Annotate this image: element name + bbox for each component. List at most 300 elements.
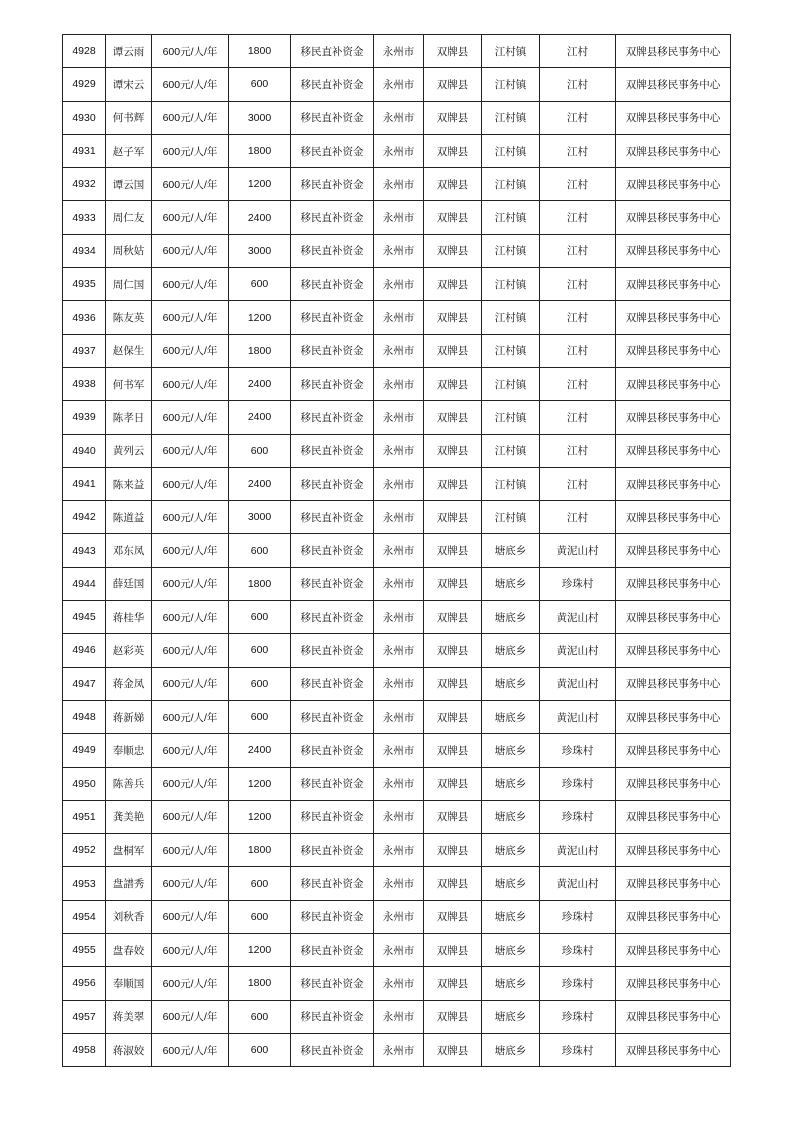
cell-village: 江村	[540, 367, 616, 400]
cell-fund-type: 移民直补资金	[291, 367, 374, 400]
table-row	[63, 834, 731, 867]
cell-agency: 双牌县移民事务中心	[616, 367, 731, 400]
cell-city: 永州市	[374, 567, 424, 600]
cell-village: 黄泥山村	[540, 867, 616, 900]
cell-name: 蒋新娣	[106, 700, 152, 733]
cell-name: 奉顺国	[106, 967, 152, 1000]
cell-town: 江村镇	[482, 268, 540, 301]
cell-county: 双牌县	[424, 334, 482, 367]
cell-county: 双牌县	[424, 734, 482, 767]
cell-agency: 双牌县移民事务中心	[616, 168, 731, 201]
cell-agency: 双牌县移民事务中心	[616, 800, 731, 833]
cell-amount: 3000	[229, 234, 291, 267]
cell-name: 蒋淑姣	[106, 1033, 152, 1066]
cell-id: 4931	[63, 134, 106, 167]
cell-county: 双牌县	[424, 900, 482, 933]
cell-fund-type: 移民直补资金	[291, 601, 374, 634]
cell-standard: 600元/人/年	[152, 268, 229, 301]
cell-id: 4950	[63, 767, 106, 800]
cell-fund-type: 移民直补资金	[291, 800, 374, 833]
table-row	[63, 501, 731, 534]
cell-town: 江村镇	[482, 68, 540, 101]
cell-city: 永州市	[374, 501, 424, 534]
cell-amount: 600	[229, 900, 291, 933]
table-row	[63, 1000, 731, 1033]
cell-name: 薛廷国	[106, 567, 152, 600]
cell-county: 双牌县	[424, 601, 482, 634]
cell-village: 黄泥山村	[540, 834, 616, 867]
cell-standard: 600元/人/年	[152, 700, 229, 733]
cell-id: 4954	[63, 900, 106, 933]
table-row	[63, 900, 731, 933]
cell-standard: 600元/人/年	[152, 967, 229, 1000]
cell-id: 4934	[63, 234, 106, 267]
cell-standard: 600元/人/年	[152, 101, 229, 134]
cell-agency: 双牌县移民事务中心	[616, 501, 731, 534]
cell-county: 双牌县	[424, 68, 482, 101]
cell-town: 江村镇	[482, 367, 540, 400]
table-row	[63, 301, 731, 334]
table-row	[63, 1033, 731, 1066]
cell-county: 双牌县	[424, 934, 482, 967]
table-row	[63, 467, 731, 500]
cell-town: 江村镇	[482, 467, 540, 500]
cell-agency: 双牌县移民事务中心	[616, 467, 731, 500]
cell-amount: 1200	[229, 934, 291, 967]
cell-village: 黄泥山村	[540, 601, 616, 634]
cell-county: 双牌县	[424, 35, 482, 68]
cell-amount: 1800	[229, 567, 291, 600]
cell-standard: 600元/人/年	[152, 367, 229, 400]
cell-city: 永州市	[374, 967, 424, 1000]
cell-city: 永州市	[374, 767, 424, 800]
table-row	[63, 867, 731, 900]
cell-agency: 双牌县移民事务中心	[616, 301, 731, 334]
cell-amount: 600	[229, 601, 291, 634]
cell-fund-type: 移民直补资金	[291, 467, 374, 500]
cell-village: 黄泥山村	[540, 700, 616, 733]
cell-id: 4941	[63, 467, 106, 500]
cell-county: 双牌县	[424, 967, 482, 1000]
cell-fund-type: 移民直补资金	[291, 734, 374, 767]
cell-city: 永州市	[374, 934, 424, 967]
cell-village: 珍珠村	[540, 900, 616, 933]
cell-fund-type: 移民直补资金	[291, 35, 374, 68]
cell-standard: 600元/人/年	[152, 900, 229, 933]
cell-name: 陈友英	[106, 301, 152, 334]
cell-name: 陈道益	[106, 501, 152, 534]
cell-town: 塘底乡	[482, 734, 540, 767]
cell-id: 4933	[63, 201, 106, 234]
table-row	[63, 168, 731, 201]
cell-id: 4946	[63, 634, 106, 667]
cell-name: 赵保生	[106, 334, 152, 367]
cell-village: 江村	[540, 434, 616, 467]
cell-village: 珍珠村	[540, 1000, 616, 1033]
cell-village: 江村	[540, 501, 616, 534]
cell-city: 永州市	[374, 234, 424, 267]
cell-town: 江村镇	[482, 168, 540, 201]
cell-agency: 双牌县移民事务中心	[616, 567, 731, 600]
cell-agency: 双牌县移民事务中心	[616, 634, 731, 667]
cell-name: 谭云雨	[106, 35, 152, 68]
cell-id: 4945	[63, 601, 106, 634]
table-row	[63, 434, 731, 467]
cell-amount: 2400	[229, 367, 291, 400]
cell-id: 4957	[63, 1000, 106, 1033]
cell-town: 江村镇	[482, 35, 540, 68]
cell-fund-type: 移民直补资金	[291, 867, 374, 900]
cell-name: 谭宋云	[106, 68, 152, 101]
cell-village: 江村	[540, 467, 616, 500]
cell-county: 双牌县	[424, 867, 482, 900]
cell-standard: 600元/人/年	[152, 68, 229, 101]
cell-standard: 600元/人/年	[152, 867, 229, 900]
cell-village: 珍珠村	[540, 1033, 616, 1066]
cell-standard: 600元/人/年	[152, 301, 229, 334]
cell-county: 双牌县	[424, 800, 482, 833]
cell-fund-type: 移民直补资金	[291, 501, 374, 534]
cell-name: 陈善兵	[106, 767, 152, 800]
cell-village: 珍珠村	[540, 967, 616, 1000]
cell-id: 4956	[63, 967, 106, 1000]
cell-name: 黄列云	[106, 434, 152, 467]
cell-standard: 600元/人/年	[152, 634, 229, 667]
cell-town: 江村镇	[482, 101, 540, 134]
cell-town: 塘底乡	[482, 667, 540, 700]
cell-county: 双牌县	[424, 301, 482, 334]
cell-standard: 600元/人/年	[152, 1000, 229, 1033]
cell-town: 江村镇	[482, 134, 540, 167]
cell-standard: 600元/人/年	[152, 834, 229, 867]
table-row	[63, 234, 731, 267]
cell-standard: 600元/人/年	[152, 234, 229, 267]
cell-fund-type: 移民直补资金	[291, 201, 374, 234]
cell-amount: 600	[229, 1033, 291, 1066]
table-row	[63, 268, 731, 301]
cell-agency: 双牌县移民事务中心	[616, 700, 731, 733]
cell-standard: 600元/人/年	[152, 767, 229, 800]
cell-name: 陈来益	[106, 467, 152, 500]
cell-standard: 600元/人/年	[152, 800, 229, 833]
cell-city: 永州市	[374, 700, 424, 733]
cell-village: 黄泥山村	[540, 534, 616, 567]
cell-amount: 600	[229, 867, 291, 900]
cell-name: 何书军	[106, 367, 152, 400]
cell-village: 江村	[540, 234, 616, 267]
cell-amount: 1800	[229, 834, 291, 867]
cell-town: 江村镇	[482, 334, 540, 367]
cell-agency: 双牌县移民事务中心	[616, 201, 731, 234]
cell-fund-type: 移民直补资金	[291, 967, 374, 1000]
cell-amount: 600	[229, 68, 291, 101]
table-row	[63, 967, 731, 1000]
cell-city: 永州市	[374, 534, 424, 567]
cell-fund-type: 移民直补资金	[291, 434, 374, 467]
cell-county: 双牌县	[424, 534, 482, 567]
cell-agency: 双牌县移民事务中心	[616, 767, 731, 800]
cell-name: 周仁友	[106, 201, 152, 234]
cell-county: 双牌县	[424, 634, 482, 667]
cell-name: 赵彩英	[106, 634, 152, 667]
cell-village: 江村	[540, 68, 616, 101]
cell-amount: 1200	[229, 767, 291, 800]
cell-fund-type: 移民直补资金	[291, 1000, 374, 1033]
cell-id: 4944	[63, 567, 106, 600]
table-row	[63, 134, 731, 167]
cell-name: 盘桐军	[106, 834, 152, 867]
cell-county: 双牌县	[424, 667, 482, 700]
cell-agency: 双牌县移民事务中心	[616, 900, 731, 933]
cell-name: 谭云国	[106, 168, 152, 201]
cell-standard: 600元/人/年	[152, 35, 229, 68]
cell-agency: 双牌县移民事务中心	[616, 534, 731, 567]
cell-town: 江村镇	[482, 501, 540, 534]
cell-county: 双牌县	[424, 567, 482, 600]
cell-id: 4929	[63, 68, 106, 101]
cell-amount: 1200	[229, 301, 291, 334]
table-row	[63, 101, 731, 134]
cell-fund-type: 移民直补资金	[291, 934, 374, 967]
cell-village: 江村	[540, 134, 616, 167]
cell-county: 双牌县	[424, 1000, 482, 1033]
cell-name: 周仁国	[106, 268, 152, 301]
cell-county: 双牌县	[424, 1033, 482, 1066]
cell-standard: 600元/人/年	[152, 334, 229, 367]
cell-fund-type: 移民直补资金	[291, 834, 374, 867]
cell-agency: 双牌县移民事务中心	[616, 334, 731, 367]
cell-village: 黄泥山村	[540, 634, 616, 667]
cell-fund-type: 移民直补资金	[291, 667, 374, 700]
table-row	[63, 667, 731, 700]
cell-city: 永州市	[374, 334, 424, 367]
cell-city: 永州市	[374, 168, 424, 201]
cell-id: 4948	[63, 700, 106, 733]
cell-county: 双牌县	[424, 434, 482, 467]
cell-agency: 双牌县移民事务中心	[616, 1000, 731, 1033]
cell-city: 永州市	[374, 1000, 424, 1033]
cell-town: 塘底乡	[482, 634, 540, 667]
cell-village: 江村	[540, 101, 616, 134]
cell-city: 永州市	[374, 800, 424, 833]
table-row	[63, 767, 731, 800]
cell-county: 双牌县	[424, 700, 482, 733]
cell-id: 4938	[63, 367, 106, 400]
cell-town: 塘底乡	[482, 967, 540, 1000]
cell-town: 塘底乡	[482, 601, 540, 634]
cell-village: 江村	[540, 35, 616, 68]
cell-town: 塘底乡	[482, 1033, 540, 1066]
table-row	[63, 201, 731, 234]
cell-city: 永州市	[374, 867, 424, 900]
cell-city: 永州市	[374, 268, 424, 301]
cell-id: 4958	[63, 1033, 106, 1066]
table-row	[63, 800, 731, 833]
cell-name: 盘春姣	[106, 934, 152, 967]
cell-fund-type: 移民直补资金	[291, 234, 374, 267]
table-row	[63, 934, 731, 967]
cell-fund-type: 移民直补资金	[291, 567, 374, 600]
cell-town: 塘底乡	[482, 700, 540, 733]
cell-standard: 600元/人/年	[152, 168, 229, 201]
cell-fund-type: 移民直补资金	[291, 168, 374, 201]
cell-county: 双牌县	[424, 767, 482, 800]
cell-amount: 2400	[229, 467, 291, 500]
cell-standard: 600元/人/年	[152, 501, 229, 534]
cell-id: 4953	[63, 867, 106, 900]
cell-agency: 双牌县移民事务中心	[616, 434, 731, 467]
cell-amount: 1800	[229, 334, 291, 367]
cell-standard: 600元/人/年	[152, 134, 229, 167]
cell-fund-type: 移民直补资金	[291, 900, 374, 933]
table-row	[63, 700, 731, 733]
cell-county: 双牌县	[424, 201, 482, 234]
cell-agency: 双牌县移民事务中心	[616, 101, 731, 134]
cell-standard: 600元/人/年	[152, 434, 229, 467]
cell-fund-type: 移民直补资金	[291, 134, 374, 167]
cell-amount: 1800	[229, 35, 291, 68]
cell-fund-type: 移民直补资金	[291, 68, 374, 101]
cell-amount: 600	[229, 434, 291, 467]
cell-village: 黄泥山村	[540, 667, 616, 700]
cell-fund-type: 移民直补资金	[291, 401, 374, 434]
cell-town: 江村镇	[482, 434, 540, 467]
cell-amount: 1800	[229, 967, 291, 1000]
cell-standard: 600元/人/年	[152, 667, 229, 700]
cell-amount: 1200	[229, 168, 291, 201]
cell-id: 4947	[63, 667, 106, 700]
cell-name: 奉顺忠	[106, 734, 152, 767]
cell-town: 塘底乡	[482, 834, 540, 867]
cell-village: 珍珠村	[540, 567, 616, 600]
cell-id: 4928	[63, 35, 106, 68]
cell-city: 永州市	[374, 35, 424, 68]
cell-id: 4951	[63, 800, 106, 833]
cell-name: 蒋金凤	[106, 667, 152, 700]
cell-city: 永州市	[374, 601, 424, 634]
cell-village: 珍珠村	[540, 734, 616, 767]
cell-town: 塘底乡	[482, 867, 540, 900]
cell-town: 塘底乡	[482, 800, 540, 833]
cell-city: 永州市	[374, 401, 424, 434]
cell-village: 珍珠村	[540, 934, 616, 967]
cell-name: 蒋桂华	[106, 601, 152, 634]
cell-agency: 双牌县移民事务中心	[616, 934, 731, 967]
table-row	[63, 534, 731, 567]
cell-city: 永州市	[374, 900, 424, 933]
cell-standard: 600元/人/年	[152, 601, 229, 634]
cell-county: 双牌县	[424, 268, 482, 301]
cell-standard: 600元/人/年	[152, 201, 229, 234]
cell-agency: 双牌县移民事务中心	[616, 1033, 731, 1066]
cell-fund-type: 移民直补资金	[291, 101, 374, 134]
cell-id: 4952	[63, 834, 106, 867]
cell-amount: 3000	[229, 501, 291, 534]
cell-town: 塘底乡	[482, 900, 540, 933]
cell-amount: 1200	[229, 800, 291, 833]
cell-town: 江村镇	[482, 401, 540, 434]
cell-name: 刘秋香	[106, 900, 152, 933]
cell-city: 永州市	[374, 734, 424, 767]
cell-amount: 2400	[229, 401, 291, 434]
cell-city: 永州市	[374, 434, 424, 467]
cell-amount: 3000	[229, 101, 291, 134]
cell-city: 永州市	[374, 301, 424, 334]
cell-amount: 600	[229, 534, 291, 567]
cell-agency: 双牌县移民事务中心	[616, 35, 731, 68]
cell-id: 4937	[63, 334, 106, 367]
cell-amount: 600	[229, 700, 291, 733]
cell-town: 江村镇	[482, 234, 540, 267]
cell-standard: 600元/人/年	[152, 567, 229, 600]
subsidy-table	[62, 34, 731, 1067]
cell-id: 4936	[63, 301, 106, 334]
cell-town: 塘底乡	[482, 1000, 540, 1033]
cell-amount: 600	[229, 667, 291, 700]
cell-agency: 双牌县移民事务中心	[616, 401, 731, 434]
cell-id: 4939	[63, 401, 106, 434]
cell-village: 江村	[540, 201, 616, 234]
cell-village: 江村	[540, 334, 616, 367]
cell-county: 双牌县	[424, 401, 482, 434]
cell-amount: 2400	[229, 734, 291, 767]
cell-agency: 双牌县移民事务中心	[616, 68, 731, 101]
cell-name: 蒋美翠	[106, 1000, 152, 1033]
cell-id: 4932	[63, 168, 106, 201]
cell-fund-type: 移民直补资金	[291, 301, 374, 334]
cell-agency: 双牌县移民事务中心	[616, 667, 731, 700]
cell-town: 塘底乡	[482, 767, 540, 800]
cell-name: 邓东凤	[106, 534, 152, 567]
cell-name: 周秋姑	[106, 234, 152, 267]
cell-town: 江村镇	[482, 201, 540, 234]
cell-fund-type: 移民直补资金	[291, 767, 374, 800]
cell-agency: 双牌县移民事务中心	[616, 234, 731, 267]
cell-agency: 双牌县移民事务中心	[616, 834, 731, 867]
cell-fund-type: 移民直补资金	[291, 700, 374, 733]
cell-fund-type: 移民直补资金	[291, 534, 374, 567]
cell-city: 永州市	[374, 1033, 424, 1066]
cell-name: 龚美艳	[106, 800, 152, 833]
cell-standard: 600元/人/年	[152, 467, 229, 500]
cell-amount: 600	[229, 634, 291, 667]
cell-village: 珍珠村	[540, 800, 616, 833]
cell-name: 赵子军	[106, 134, 152, 167]
cell-standard: 600元/人/年	[152, 934, 229, 967]
cell-city: 永州市	[374, 134, 424, 167]
cell-town: 塘底乡	[482, 534, 540, 567]
cell-city: 永州市	[374, 101, 424, 134]
table-row	[63, 35, 731, 68]
cell-village: 江村	[540, 301, 616, 334]
cell-county: 双牌县	[424, 501, 482, 534]
cell-amount: 1800	[229, 134, 291, 167]
table-row	[63, 401, 731, 434]
cell-village: 珍珠村	[540, 767, 616, 800]
cell-county: 双牌县	[424, 234, 482, 267]
cell-standard: 600元/人/年	[152, 1033, 229, 1066]
cell-county: 双牌县	[424, 834, 482, 867]
cell-village: 江村	[540, 401, 616, 434]
cell-county: 双牌县	[424, 168, 482, 201]
cell-fund-type: 移民直补资金	[291, 268, 374, 301]
table-row	[63, 68, 731, 101]
cell-id: 4943	[63, 534, 106, 567]
cell-city: 永州市	[374, 634, 424, 667]
cell-village: 江村	[540, 268, 616, 301]
cell-amount: 2400	[229, 201, 291, 234]
cell-name: 何书辉	[106, 101, 152, 134]
